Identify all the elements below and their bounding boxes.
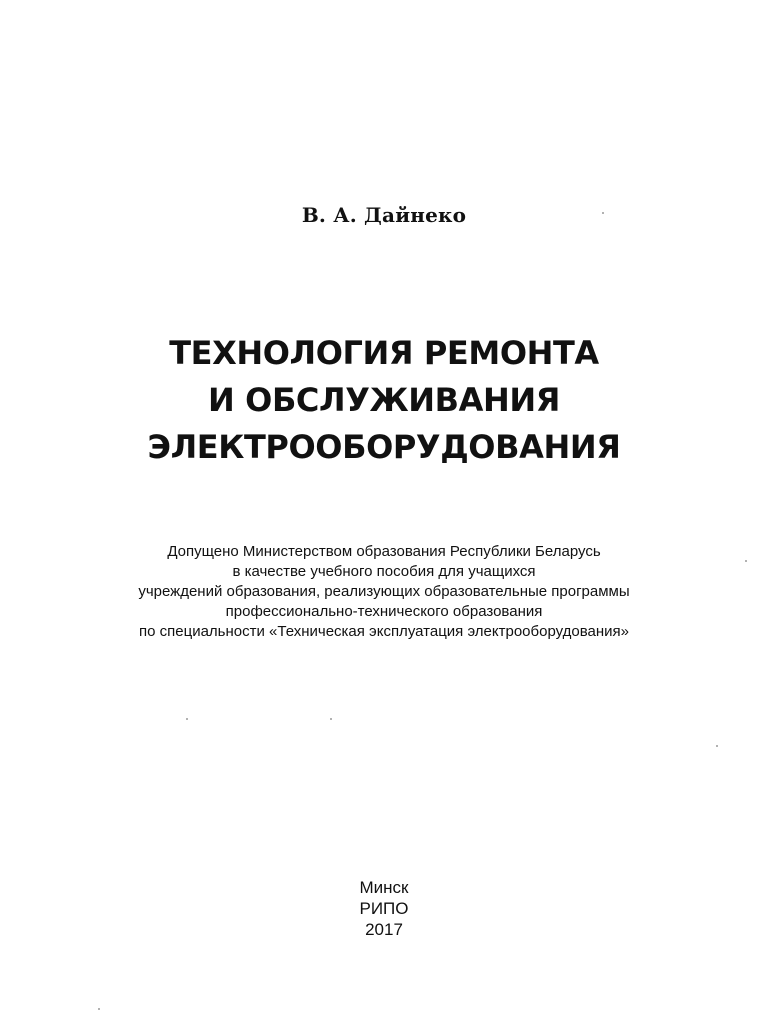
imprint-year: 2017 bbox=[365, 920, 403, 939]
approval-statement bbox=[0, 542, 768, 642]
title-line-3: ЭЛЕКТРООБОРУДОВАНИЯ bbox=[147, 428, 621, 466]
title-line-1: ТЕХНОЛОГИЯ РЕМОНТА bbox=[169, 334, 599, 372]
approval-line-4: профессионально-технического образования bbox=[225, 603, 543, 620]
imprint bbox=[0, 877, 768, 940]
imprint-city: Минск bbox=[359, 878, 409, 897]
title-line-2: И ОБСЛУЖИВАНИЯ bbox=[208, 381, 560, 419]
scan-speck bbox=[186, 718, 188, 720]
scan-speck bbox=[330, 718, 332, 720]
approval-line-2: в качестве учебного пособия для учащихся bbox=[232, 563, 536, 580]
scan-speck bbox=[602, 212, 604, 214]
scan-speck bbox=[716, 745, 718, 747]
scan-speck bbox=[745, 560, 747, 562]
imprint-publisher: РИПО bbox=[359, 899, 409, 918]
book-title bbox=[0, 330, 768, 471]
scan-speck bbox=[98, 1008, 100, 1010]
approval-line-1: Допущено Министерством образования Республики Беларусь bbox=[167, 543, 601, 560]
approval-line-5: по специальности «Техническая эксплуатация электрооборудования» bbox=[139, 623, 629, 640]
approval-line-3: учреждений образования, реализующих образовательные программы bbox=[138, 583, 630, 600]
author-name: В. А. Дайнеко bbox=[301, 203, 467, 227]
